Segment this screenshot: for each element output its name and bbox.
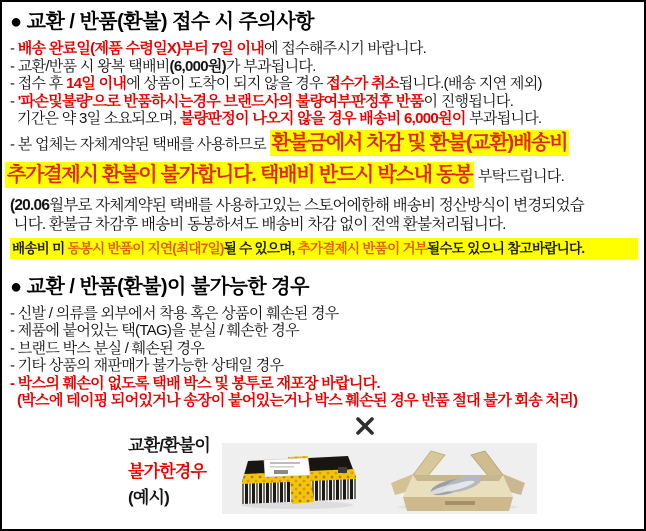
- text-segment: 됩니다.(배송 지연 제외): [398, 75, 542, 92]
- impossible-item: - 제품에 붙어있는 택(TAG)을 분실 / 훼손한 경우: [10, 322, 299, 339]
- text-segment: - 접수 후: [10, 75, 67, 92]
- text-segment: 배송비 미: [12, 240, 68, 256]
- x-mark-icon: [354, 415, 376, 437]
- text-segment: 에 접수해주시기 바랍니다.: [264, 40, 427, 57]
- section-title-precautions: ● 교환 / 반품(환불) 접수 시 주의사항: [10, 11, 314, 33]
- text-segment: - 본 업체는 자체계약된 택배를 사용하므로: [10, 135, 270, 153]
- notice-line-7: [10, 196, 638, 215]
- impossible-item: - 브랜드 박스 분실 / 훼손된 경우: [10, 339, 205, 357]
- text-segment: - 교환/반품 시 왕복 택배비: [10, 57, 170, 75]
- example-caption: [128, 433, 210, 511]
- text-segment: 부과됩니다.: [465, 110, 542, 127]
- example-caption-line-2: 불가한경우: [128, 462, 207, 481]
- text-segment: -: [10, 92, 18, 110]
- highlight-red-text: 14일 이내: [66, 75, 127, 92]
- taped-shoebox-photo: [230, 447, 365, 511]
- opened-box-shoes-photo: [387, 445, 529, 513]
- notice-line-3: [10, 75, 638, 93]
- highlight-orange-text: 동봉시 반품이 지연(최대7일): [67, 240, 224, 256]
- yellow-highlight-big-text: 환불금에서 차감 및 환불(교환)배송비: [271, 131, 568, 154]
- bold-fee-text: (6,000원): [169, 57, 226, 75]
- notice-line-5: [10, 110, 638, 128]
- section-title-impossible-cases: ● 교환 / 반품(환불)이 불가능한 경우: [10, 275, 309, 298]
- repack-warning-detail-line: (박스에 테이핑 되어있거나 송장이 붙어있는거나 박스 훼손된 경우 반품 절대 불가 회송 처리): [10, 392, 578, 409]
- impossible-item: - 신발 / 의류를 외부에서 착용 혹은 상품이 훼손된 경우: [10, 304, 339, 322]
- impossible-item: - 기타 상품의 재판매가 불가능한 상태일 경우: [10, 357, 284, 374]
- text-segment: 이 진행됩니다.: [423, 92, 514, 110]
- highlight-red-text: 접수가 취소: [326, 75, 399, 92]
- text-segment: 월부로 자체계약된 택배를 사용하고있는 스토어에한해 배송비 정산방식이 변경되었습: [49, 196, 584, 214]
- highlight-red-text: 불량판정이 나오지 않을 경우 배송비 6,000원이: [179, 110, 466, 127]
- bold-date-text: (20.06: [10, 196, 50, 214]
- notice-line-2: [10, 58, 638, 76]
- text-segment: 부탁드립니다.: [474, 167, 565, 185]
- notice-line-4: [10, 93, 638, 111]
- text-segment: 될 수 있으며,: [223, 240, 298, 256]
- highlight-orange-text: 추가결제시 반품이 거부: [297, 240, 428, 256]
- yellow-highlight-big-text: 추가결제시 환불이 불가합니다. 택배비 반드시 박스내 동봉: [7, 163, 473, 186]
- example-caption-line-3: (예시): [128, 488, 169, 507]
- highlight-red-text: '파손및불량'으로 반품하시는경우 브랜드사의 불량여부판정후 반품: [17, 92, 424, 110]
- text-segment: 될수도 있으니 참고바랍니다.: [427, 240, 585, 256]
- highlight-red-text: 배송 완료일(제품 수령일X)부터 7일 이내: [17, 40, 265, 57]
- notice-line-1: [10, 40, 638, 58]
- notice-line-6b: [5, 160, 638, 192]
- text-segment: 가 부과됩니다.: [225, 57, 316, 75]
- text-segment: 에 상품이 도착이 되지 않을 경우: [126, 75, 327, 92]
- repack-warning-line: - 박스의 훼손이 없도록 택배 박스 및 봉투로 재포장 바랍니다.: [10, 374, 380, 392]
- example-caption-line-1: 교환/환불이: [128, 436, 211, 455]
- notice-line-6a: [10, 128, 638, 160]
- example-photos-panel: [222, 443, 537, 514]
- text-segment: -: [10, 40, 18, 57]
- text-segment: 기간은 약 3일 소요되오며,: [10, 110, 180, 127]
- yellow-warning-strip: [10, 238, 638, 259]
- notice-line-8: 니다. 환불금 차감후 배송비 동봉하셔도 배송비 차감 없이 전액 환불처리됩니다.: [10, 215, 506, 233]
